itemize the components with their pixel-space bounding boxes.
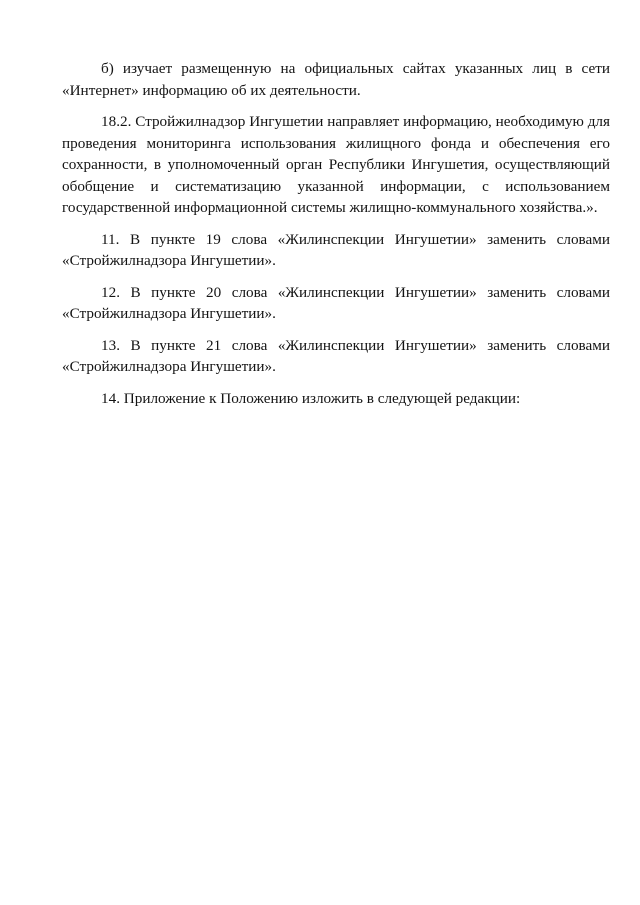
paragraph-18-2: 18.2. Стройжилнадзор Ингушетии направляет информацию, необходимую для проведения мониторинга использования жилищного фонда и обеспечения его сохранности, в уполномоченный орган Республики Ингушетия, осуществляющий обобщение и систематизацию указанной информации, с использованием государственной информационной системы жилищно-коммунального хозяйства.». bbox=[62, 113, 610, 216]
paragraph-14: 14. Приложение к Положению изложить в следующей редакции: bbox=[101, 389, 521, 407]
paragraph-item-b: б) изучает размещенную на официальных сайтах указанных лиц в сети «Интернет» информацию об их деятельности. bbox=[62, 60, 610, 99]
paragraph-11: 11. В пункте 19 слова «Жилинспекции Ингушетии» заменить словами «Стройжилнадзора Ингушетии». bbox=[62, 230, 610, 269]
paragraph-12: 12. В пункте 20 слова «Жилинспекции Ингушетии» заменить словами «Стройжилнадзора Ингушетии». bbox=[62, 283, 610, 322]
paragraph-13: 13. В пункте 21 слова «Жилинспекции Ингушетии» заменить словами «Стройжилнадзора Ингушетии». bbox=[62, 336, 610, 375]
document-body bbox=[62, 58, 610, 409]
